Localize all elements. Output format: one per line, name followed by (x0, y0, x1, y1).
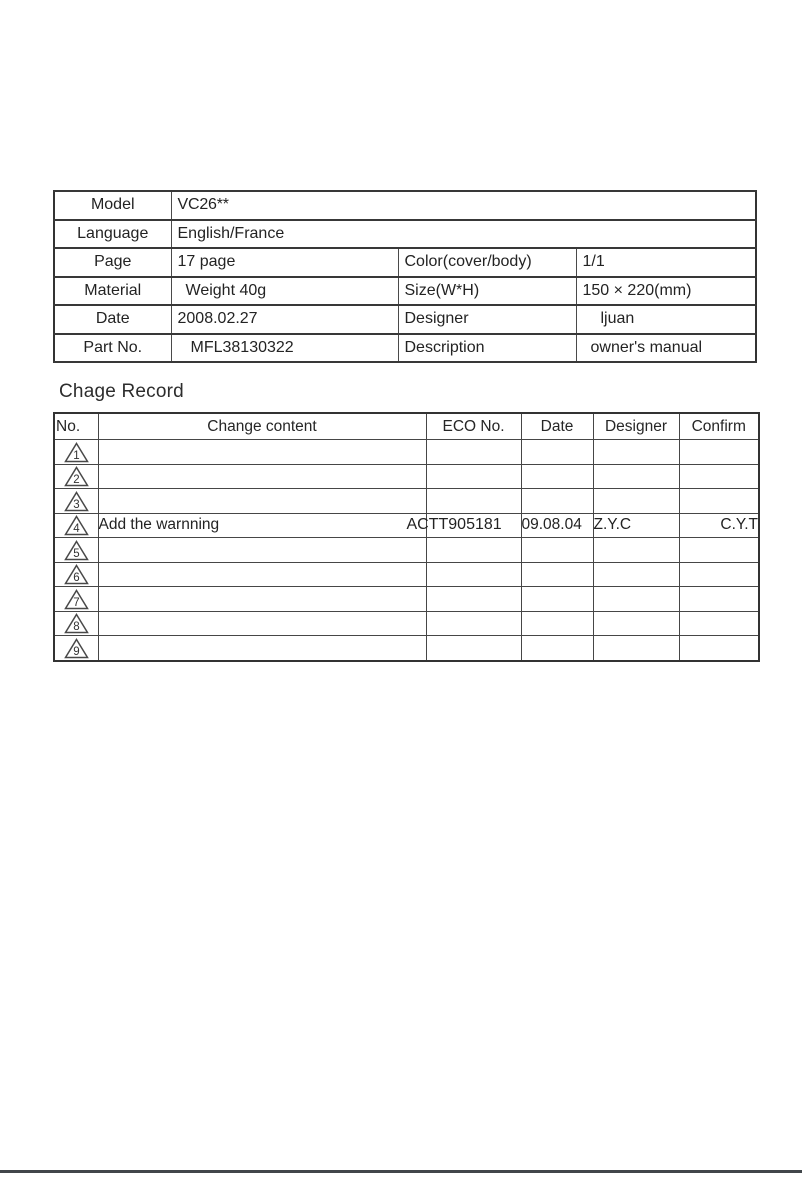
record-designer-cell (593, 636, 679, 661)
svg-text:9: 9 (73, 645, 80, 658)
record-date-cell (521, 587, 593, 612)
record-eco-cell (426, 636, 521, 661)
record-designer-cell (593, 489, 679, 514)
spec-value-color: 1/1 (576, 248, 756, 277)
record-content-cell (98, 489, 426, 514)
revision-triangle-icon (64, 442, 89, 463)
record-content-cell (98, 538, 426, 563)
spec-value-size: 150 × 220(mm) (576, 277, 756, 306)
record-content-cell: Add the warnning (98, 513, 426, 538)
record-date-cell (521, 636, 593, 661)
record-confirm-cell (679, 562, 759, 587)
record-designer-cell (593, 538, 679, 563)
svg-text:3: 3 (73, 498, 80, 511)
record-content-cell (98, 464, 426, 489)
record-confirm-cell (679, 611, 759, 636)
spec-label-page: Page (54, 248, 171, 277)
record-eco-cell (406, 513, 521, 538)
revision-triangle-icon (64, 540, 89, 561)
change-record-table (53, 412, 760, 662)
spec-value-designer: ljuan (576, 305, 756, 334)
record-designer-cell (593, 464, 679, 489)
revision-triangle-icon (64, 613, 89, 634)
spec-row-partno (54, 334, 756, 363)
revision-triangle-icon (64, 638, 89, 659)
record-confirm-cell (679, 636, 759, 661)
spec-label-designer: Designer (398, 305, 576, 334)
record-eco-cell (426, 489, 521, 514)
record-no-cell (54, 562, 98, 587)
record-designer-cell (593, 611, 679, 636)
record-no-cell (54, 489, 98, 514)
record-eco-value: ACTT905181 (406, 516, 502, 534)
record-eco-cell (426, 562, 521, 587)
spec-value-model: VC26** (171, 191, 756, 220)
spec-row-material (54, 277, 756, 306)
record-row-5 (54, 538, 759, 563)
record-confirm-cell (679, 538, 759, 563)
record-date-cell (521, 464, 593, 489)
record-date-cell (521, 562, 593, 587)
spec-label-color: Color(cover/body) (398, 248, 576, 277)
record-eco-cell (426, 464, 521, 489)
change-record-title: Chage Record (59, 381, 184, 402)
spec-row-page (54, 248, 756, 277)
record-header-eco: ECO No. (426, 413, 521, 440)
record-content-cell (98, 611, 426, 636)
spec-label-description: Description (398, 334, 576, 363)
record-designer-cell (593, 587, 679, 612)
record-confirm-cell: C.Y.T (679, 513, 759, 538)
record-header-no: No. (54, 413, 98, 440)
record-row-7 (54, 587, 759, 612)
revision-triangle-icon (64, 515, 89, 536)
record-no-cell (54, 587, 98, 612)
record-header-row (54, 413, 759, 440)
record-no-cell (54, 440, 98, 465)
spec-row-model (54, 191, 756, 220)
record-confirm-cell (679, 489, 759, 514)
record-confirm-cell (679, 440, 759, 465)
revision-triangle-icon (64, 491, 89, 512)
spec-label-partno: Part No. (54, 334, 171, 363)
record-content-cell (98, 587, 426, 612)
record-row-4 (54, 513, 759, 538)
spec-label-date: Date (54, 305, 171, 334)
record-header-designer: Designer (593, 413, 679, 440)
record-date-cell (521, 538, 593, 563)
record-no-cell (54, 464, 98, 489)
revision-triangle-icon (64, 589, 89, 610)
spec-row-language (54, 220, 756, 249)
spec-value-language: English/France (171, 220, 756, 249)
revision-triangle-icon (64, 564, 89, 585)
spec-value-material: Weight 40g (171, 277, 398, 306)
record-designer-cell (593, 440, 679, 465)
spec-row-date (54, 305, 756, 334)
spec-value-partno: MFL38130322 (171, 334, 398, 363)
record-date-cell (521, 440, 593, 465)
svg-text:8: 8 (73, 621, 80, 634)
spec-value-page: 17 page (171, 248, 398, 277)
svg-text:7: 7 (73, 596, 80, 609)
record-no-cell (54, 636, 98, 661)
record-date-cell (521, 489, 593, 514)
spec-label-material: Material (54, 277, 171, 306)
spec-table (53, 190, 757, 363)
record-date-cell (521, 611, 593, 636)
record-header-date: Date (521, 413, 593, 440)
record-designer-cell (593, 562, 679, 587)
page-bottom-rule (0, 1170, 802, 1173)
record-row-1 (54, 440, 759, 465)
record-eco-cell (426, 538, 521, 563)
record-row-6 (54, 562, 759, 587)
record-content-cell (98, 636, 426, 661)
svg-text:2: 2 (73, 474, 80, 487)
record-no-cell (54, 611, 98, 636)
spec-label-language: Language (54, 220, 171, 249)
record-header-confirm: Confirm (679, 413, 759, 440)
spec-value-description: owner's manual (576, 334, 756, 363)
record-content-cell (98, 562, 426, 587)
svg-text:4: 4 (73, 523, 80, 536)
record-row-8 (54, 611, 759, 636)
svg-text:1: 1 (73, 449, 80, 462)
svg-text:6: 6 (73, 572, 80, 585)
record-confirm-cell (679, 464, 759, 489)
record-confirm-cell (679, 587, 759, 612)
record-designer-cell: Z.Y.C (593, 513, 679, 538)
revision-triangle-icon (64, 466, 89, 487)
record-row-3 (54, 489, 759, 514)
spec-value-date: 2008.02.27 (171, 305, 398, 334)
record-row-2 (54, 464, 759, 489)
svg-text:5: 5 (73, 547, 80, 560)
record-eco-cell (426, 611, 521, 636)
record-eco-cell (426, 587, 521, 612)
record-no-cell (54, 538, 98, 563)
record-row-9 (54, 636, 759, 661)
spec-label-size: Size(W*H) (398, 277, 576, 306)
record-content-cell (98, 440, 426, 465)
spec-label-model: Model (54, 191, 171, 220)
record-date-cell: 09.08.04 (521, 513, 593, 538)
record-no-cell (54, 513, 98, 538)
record-eco-cell (426, 440, 521, 465)
record-header-content: Change content (98, 413, 426, 440)
